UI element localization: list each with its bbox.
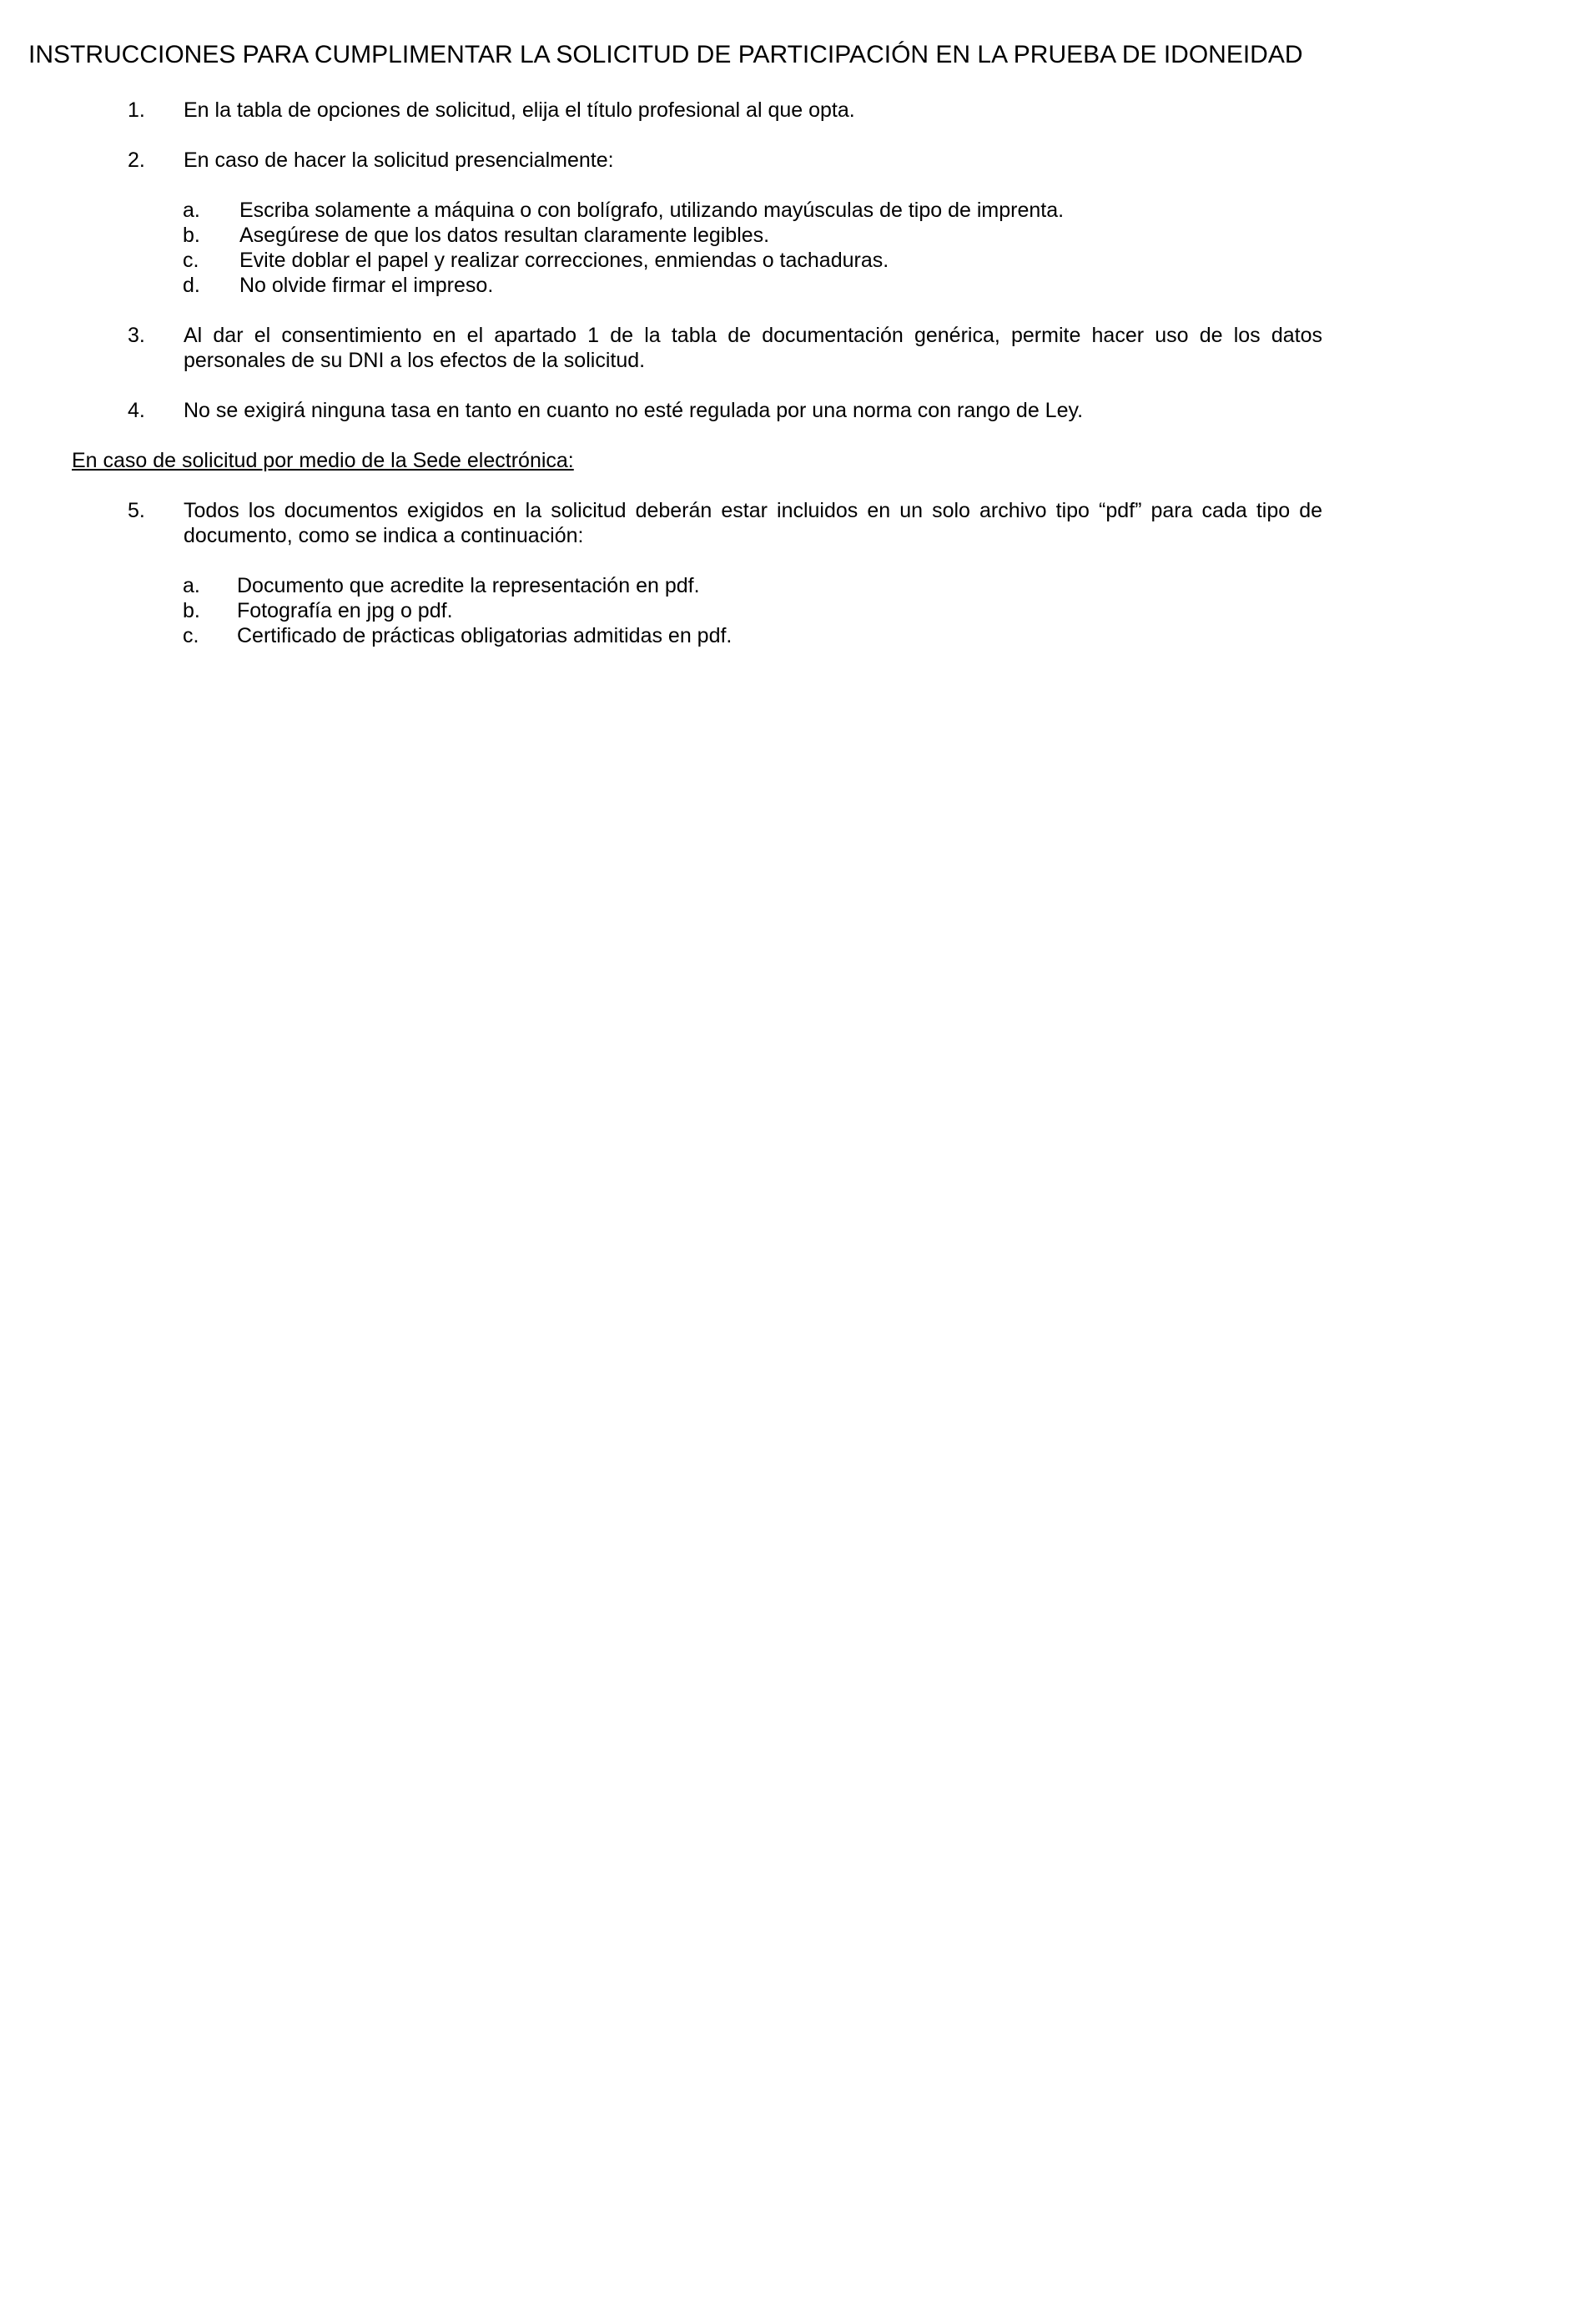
- item-text: En la tabla de opciones de solicitud, elija el título profesional al que opta.: [184, 98, 855, 122]
- subitem-text: Evite doblar el papel y realizar correcciones, enmiendas o tachaduras.: [239, 249, 889, 272]
- item-number: 1.: [128, 98, 145, 122]
- subitem-text: No olvide firmar el impreso.: [239, 274, 494, 297]
- item-number: 5.: [128, 499, 145, 522]
- instruction-item-2: [128, 148, 1322, 173]
- item-text: Todos los documentos exigidos en la solicitud deberán estar incluidos en un solo archivo tipo “pdf” para cada tipo de documento, como se indica a continuación:: [184, 499, 1322, 547]
- item-text: Al dar el consentimiento en el apartado 1 de la tabla de documentación genérica, permite hacer uso de los datos personales de su DNI a los efectos de la solicitud.: [184, 324, 1322, 372]
- subitem-2b: [183, 223, 769, 248]
- item-text: No se exigirá ninguna tasa en tanto en cuanto no esté regulada por una norma con rango de Ley.: [184, 399, 1084, 422]
- subitem-5a: [183, 573, 700, 598]
- instruction-item-5: [128, 498, 1322, 548]
- subitem-letter: b.: [183, 224, 200, 247]
- subitem-letter: d.: [183, 274, 200, 297]
- instruction-item-1: [128, 98, 1322, 123]
- instruction-item-4: [128, 398, 1322, 423]
- section-heading: En caso de solicitud por medio de la Sede electrónica:: [72, 449, 574, 472]
- instruction-item-3: [128, 323, 1322, 373]
- subitem-text: Documento que acredite la representación en pdf.: [237, 574, 700, 597]
- subitem-letter: b.: [183, 599, 200, 622]
- subitem-5b: [183, 598, 453, 623]
- subitem-text: Certificado de prácticas obligatorias admitidas en pdf.: [237, 624, 733, 647]
- subitem-text: Fotografía en jpg o pdf.: [237, 599, 453, 622]
- item-number: 4.: [128, 399, 145, 422]
- item-number: 3.: [128, 324, 145, 347]
- subitem-letter: a.: [183, 199, 200, 222]
- item-text: En caso de hacer la solicitud presencialmente:: [184, 149, 614, 172]
- subitem-letter: c.: [183, 624, 199, 647]
- subitem-letter: a.: [183, 574, 200, 597]
- item-number: 2.: [128, 149, 145, 172]
- subitem-text: Asegúrese de que los datos resultan claramente legibles.: [239, 224, 770, 247]
- subitem-2c: [183, 248, 889, 273]
- subitem-2d: [183, 273, 493, 298]
- subitem-text: Escriba solamente a máquina o con bolígrafo, utilizando mayúsculas de tipo de imprenta.: [239, 199, 1065, 222]
- subitem-2a: [183, 198, 1064, 223]
- subitem-letter: c.: [183, 249, 199, 272]
- page-title: INSTRUCCIONES PARA CUMPLIMENTAR LA SOLICITUD DE PARTICIPACIÓN EN LA PRUEBA DE IDONEIDAD: [28, 41, 1303, 68]
- subitem-5c: [183, 623, 732, 648]
